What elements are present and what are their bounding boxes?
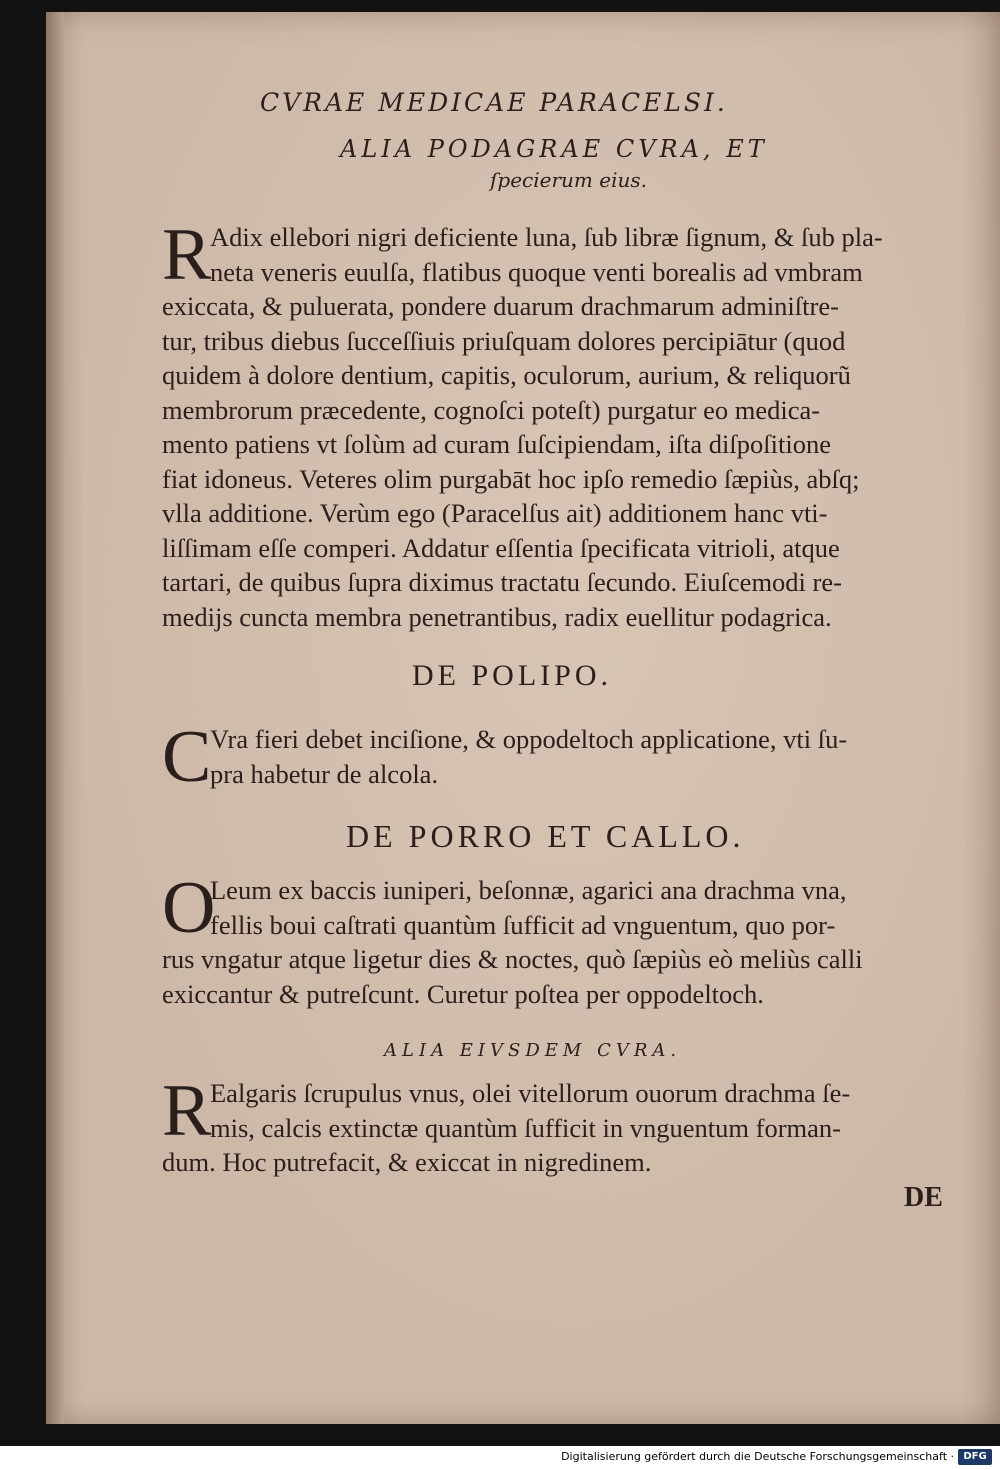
text-line: fellis boui caſtrati quantùm ſufficit ad vnguentum, quo por- — [210, 909, 836, 940]
section-title-porro: DE PORRO ET CALLO. — [346, 818, 745, 854]
section-heading: ALIA PODAGRAE CVRA, ET — [340, 135, 768, 163]
text-line: vlla additione. Verùm ego (Paracelſus ait) additionem hanc vti- — [162, 498, 828, 528]
dfg-logo-icon: DFG — [958, 1449, 992, 1465]
text-line: exiccantur & putreſcunt. Curetur poſtea per oppodeltoch. — [162, 978, 764, 1009]
drop-cap: R — [162, 214, 212, 296]
text-line: medijs cuncta membra penetrantibus, radix euellitur podagrica. — [162, 601, 832, 632]
text-line: tartari, de quibus ſupra diximus tractatu ſecundo. Eiuſcemodi re- — [162, 567, 842, 597]
drop-cap: O — [162, 867, 216, 949]
paragraph-alia-cura — [162, 1070, 952, 1180]
text-line: Adix ellebori nigri deficiente luna, ſub libræ ſignum, & ſub pla- — [210, 222, 883, 252]
drop-cap: R — [162, 1070, 212, 1152]
text-line: tur, tribus diebus ſucceſſiuis priuſquam dolores percipiātur (quod — [162, 325, 846, 356]
running-head: CVRAE MEDICAE PARACELSI. — [260, 88, 728, 117]
page-gutter-edge — [46, 12, 64, 1424]
drop-cap: C — [162, 716, 212, 798]
text-line: pra habetur de alcola. — [210, 758, 439, 789]
footer-bar — [0, 1446, 1000, 1470]
text-line: membrorum præcedente, cognoſci poteſt) purgatur eo medica- — [162, 394, 821, 425]
text-line: Ealgaris ſcrupulus vnus, olei vitellorum ouorum drachma ſe- — [210, 1078, 851, 1108]
paragraph-porro — [162, 867, 952, 1011]
paragraph-polipo — [162, 716, 952, 798]
section-title-polipo: DE POLIPO. — [412, 659, 613, 692]
text-line: Leum ex baccis iuniperi, beſonnæ, agarici ana drachma vna, — [210, 875, 847, 905]
text-line: exiccata, & puluerata, pondere duarum drachmarum adminiſtre- — [162, 291, 839, 321]
text-line: mento patiens vt ſolùm ad curam ſuſcipiendam, iſta diſpoſitione — [162, 429, 831, 459]
text-line: mis, calcis extinctæ quantùm ſufficit in vnguentum forman- — [210, 1112, 841, 1143]
section-title-alia: ALIA EIVSDEM CVRA. — [384, 1040, 682, 1061]
text-line: neta veneris euulſa, flatibus quoque venti borealis ad vmbram — [210, 256, 863, 287]
text-line: fiat idoneus. Veteres olim purgabāt hoc ipſo remedio ſæpiùs, abſq; — [162, 463, 860, 494]
catchword: DE — [904, 1182, 943, 1213]
text-line: liſſimam eſſe comperi. Addatur eſſentia ſpecificata vitrioli, atque — [162, 532, 840, 563]
paragraph-podagra-cure — [162, 214, 952, 634]
text-line: rus vngatur atque ligetur dies & noctes, quò ſæpiùs eò meliùs calli — [162, 944, 863, 974]
text-line: dum. Hoc putrefacit, & exiccat in nigredinem. — [162, 1147, 652, 1177]
text-line: quidem à dolore dentium, capitis, oculorum, aurium, & reliquorũ — [162, 360, 851, 390]
text-line: Vra fieri debet inciſione, & oppodeltoch applicatione, vti ſu- — [210, 724, 848, 754]
section-heading-subtitle: ſpecierum eius. — [490, 168, 647, 192]
funding-notice: Digitalisierung gefördert durch die Deutsche Forschungsgemeinschaft · — [561, 1450, 954, 1463]
